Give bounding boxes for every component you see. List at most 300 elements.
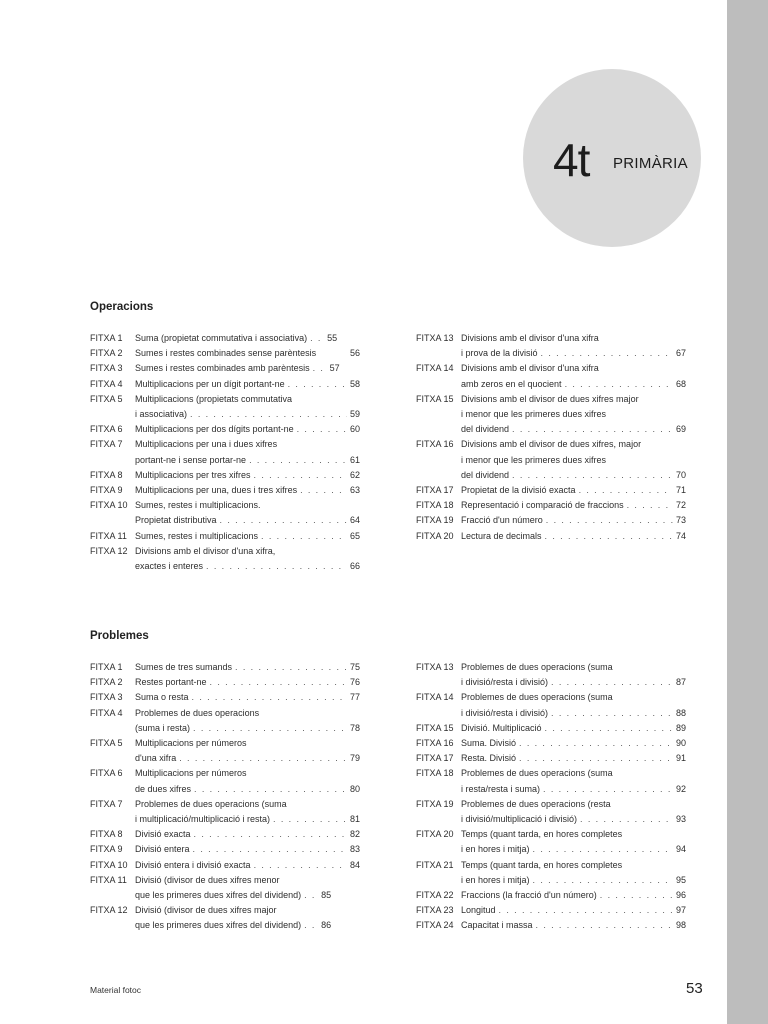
toc-entry-code: FITXA 4 [90, 378, 123, 389]
toc-entry-line [135, 812, 360, 827]
toc-entry-page: 85 [321, 890, 332, 901]
toc-entry-title: i divisió/multiplicació i divisió) [461, 814, 578, 825]
toc-entry-line [461, 918, 686, 933]
toc-entry-title: Divisió entera i divisió exacta [135, 859, 251, 870]
toc-entry-page: 56 [349, 348, 360, 359]
toc-entry-title: i divisió/resta i divisió) [461, 707, 549, 718]
toc-entry-page: 75 [349, 662, 360, 672]
toc-entry-title: amb zeros en el quocient [461, 378, 562, 389]
toc-entry-title: Problemes de dues operacions (suma [135, 798, 287, 809]
toc-entry-code: FITXA 3 [90, 363, 123, 374]
toc-entry-code: FITXA 8 [90, 829, 123, 840]
dot-leader [294, 422, 347, 437]
toc-entry-title: i menor que les primeres dues xifres [461, 454, 607, 465]
toc-entry-page: 70 [675, 469, 686, 480]
dot-leader [301, 918, 318, 933]
toc-entry-line [461, 706, 686, 721]
toc-entry-code: FITXA 13 [416, 333, 454, 343]
toc-entry-line [135, 842, 360, 857]
dot-leader [191, 782, 347, 797]
toc-entry-page: 90 [675, 738, 686, 749]
toc-entry-body [461, 483, 686, 498]
toc-entry-code: FITXA 16 [416, 738, 454, 749]
toc-entry-page: 66 [349, 561, 360, 572]
toc-entry-code: FITXA 18 [416, 768, 454, 779]
toc-entry-title: Problemes de dues operacions (suma [461, 692, 613, 703]
toc-entry [90, 675, 360, 690]
toc-entry-title: Restes portant-ne [135, 677, 207, 688]
toc-entry [416, 690, 686, 720]
dot-leader [533, 918, 673, 933]
toc-entry [416, 888, 686, 903]
toc-entry-page: 87 [675, 677, 686, 688]
dot-leader [217, 513, 347, 528]
toc-entry-line [461, 392, 686, 407]
toc-entry-title: i en hores i mitja) [461, 844, 530, 855]
toc-entry-line [461, 751, 686, 766]
dot-leader [307, 331, 324, 346]
toc-entry-title: Suma (propietat commutativa i associativa) [135, 333, 308, 343]
dot-leader [246, 453, 347, 468]
toc-entry-code: FITXA 13 [416, 662, 454, 672]
toc-entry-title: Sumes i restes combinades amb parèntesis [135, 363, 310, 374]
toc-entry [90, 797, 360, 827]
toc-entry-body [461, 331, 686, 361]
dot-leader [543, 513, 673, 528]
toc-entry-title: Divisió (divisor de dues xifres menor [135, 874, 280, 885]
toc-entry-title: i associativa) [135, 409, 188, 420]
toc-entry-body [135, 422, 360, 437]
toc-entry-page: 91 [675, 753, 686, 764]
toc-entry-line [135, 918, 360, 933]
grade-label: PRIMÀRIA [613, 155, 688, 172]
toc-entry-body [135, 483, 360, 498]
toc-entry [416, 529, 686, 544]
toc-entry [90, 706, 360, 736]
toc-entry [90, 392, 360, 422]
toc-entry-page: 65 [349, 530, 360, 541]
toc-entry-code: FITXA 17 [416, 485, 454, 496]
toc-entry-code: FITXA 5 [90, 738, 123, 749]
toc-entry [90, 842, 360, 857]
toc-entry-body [135, 544, 360, 574]
toc-entry-line [135, 377, 360, 392]
toc-entry-page: 78 [349, 722, 360, 733]
toc-entry-body [461, 437, 686, 483]
toc-entry [90, 468, 360, 483]
toc-entry-code: FITXA 3 [90, 692, 123, 703]
toc-entry-line [461, 736, 686, 751]
toc-column [416, 660, 686, 934]
dot-leader [530, 873, 673, 888]
toc-entry-line [461, 675, 686, 690]
dot-leader [509, 422, 673, 437]
toc-entry [416, 660, 686, 690]
toc-entry-body [135, 346, 360, 361]
toc-entry-code: FITXA 7 [90, 439, 123, 450]
toc-entry-title: de dues xifres [135, 783, 192, 794]
toc-column [90, 331, 360, 574]
toc-entry-line [135, 736, 360, 751]
toc-entry-body [461, 513, 686, 528]
toc-entry-code: FITXA 19 [416, 798, 454, 809]
toc-entry [416, 483, 686, 498]
toc-entry-title: Propietat de la divisió exacta [461, 485, 576, 496]
toc-entry-line [135, 529, 360, 544]
dot-leader [176, 751, 347, 766]
toc-entry [90, 529, 360, 544]
toc-entry-line [461, 797, 686, 812]
toc-entry-body [461, 903, 686, 918]
toc-entry-body [135, 690, 360, 705]
toc-entry-page: 94 [675, 844, 686, 855]
toc-entry [416, 797, 686, 827]
toc-entry-code: FITXA 1 [90, 333, 123, 343]
toc-entry-line [135, 437, 360, 452]
toc-entry-code: FITXA 14 [416, 692, 454, 703]
toc-entry [90, 346, 360, 361]
toc-entry-title: del dividend [461, 424, 510, 435]
toc-entry-title: Sumes de tres sumands [135, 662, 233, 672]
toc-entry-line [461, 782, 686, 797]
toc-entry [90, 873, 360, 903]
toc-entry-page: 82 [349, 829, 360, 840]
toc-entry-code: FITXA 20 [416, 530, 454, 541]
toc-entry-title: Suma. Divisió [461, 738, 517, 749]
toc-entry-title: i en hores i mitja) [461, 874, 530, 885]
toc-entry-line [135, 766, 360, 781]
toc-entry-page: 55 [327, 333, 338, 343]
toc-entry-line [461, 858, 686, 873]
toc-entry-body [461, 858, 686, 888]
toc-entry-code: FITXA 19 [416, 515, 454, 526]
toc-entry-body [461, 888, 686, 903]
dot-leader [207, 675, 347, 690]
toc-entry-line [135, 797, 360, 812]
toc-column [416, 331, 686, 544]
toc-entry-title: Sumes, restes i multiplicacions [135, 530, 259, 541]
toc-entry-line [135, 827, 360, 842]
toc-entry-line [135, 331, 360, 346]
toc-entry-title: Divisions amb el divisor de dues xifres major [461, 393, 639, 404]
toc-entry-title: Divisió exacta [135, 829, 191, 840]
toc-entry-body [135, 468, 360, 483]
toc-entry-page: 95 [675, 874, 686, 885]
dot-leader [203, 559, 347, 574]
toc-entry-line [461, 888, 686, 903]
toc-entry-line [135, 468, 360, 483]
toc-entry-title: Divisió entera [135, 844, 190, 855]
toc-entry [90, 422, 360, 437]
toc-entry-body [135, 361, 360, 376]
toc-entry [90, 361, 360, 376]
dot-leader [516, 751, 673, 766]
dot-leader [251, 468, 347, 483]
toc-entry-body [461, 392, 686, 438]
toc-entry-line [135, 361, 360, 376]
toc-entry-body [461, 361, 686, 391]
dot-leader [624, 498, 673, 513]
toc-entry [416, 721, 686, 736]
toc-entry-page: 97 [675, 905, 686, 916]
toc-entry-line [135, 675, 360, 690]
dot-leader [509, 468, 673, 483]
toc-entry-title: Representació i comparació de fraccions [461, 500, 624, 511]
toc-entry-page: 60 [349, 424, 360, 435]
toc-entry-line [461, 361, 686, 376]
toc-entry-page: 96 [675, 890, 686, 901]
toc-entry-line [135, 873, 360, 888]
toc-entry-page: 72 [675, 500, 686, 511]
dot-leader [191, 827, 347, 842]
toc-entry-title: Multiplicacions per una i dues xifres [135, 439, 278, 450]
toc-entry-code: FITXA 1 [90, 662, 123, 672]
toc-entry-title: Multiplicacions per números [135, 738, 247, 749]
toc-entry-line [461, 422, 686, 437]
toc-entry-page: 76 [349, 677, 360, 688]
toc-entry-body [135, 736, 360, 766]
toc-entry-line [135, 690, 360, 705]
toc-entry-code: FITXA 12 [90, 545, 128, 556]
toc-entry-line [135, 544, 360, 559]
toc-entry-page: 69 [675, 424, 686, 435]
side-bar [727, 0, 768, 1024]
toc-entry-title: i menor que les primeres dues xifres [461, 409, 607, 420]
toc-entry-code: FITXA 12 [90, 905, 128, 916]
toc-entry-title: Resta. Divisió [461, 753, 517, 764]
toc-entry-code: FITXA 11 [90, 874, 127, 885]
toc-entry-line [461, 468, 686, 483]
toc-entry-line [135, 888, 360, 903]
toc-entry [90, 690, 360, 705]
toc-entry [90, 544, 360, 574]
toc-entry-body [135, 873, 360, 903]
toc-entry-line [135, 483, 360, 498]
dot-leader [258, 529, 347, 544]
toc-entry [90, 827, 360, 842]
toc-entry-line [461, 498, 686, 513]
toc-entry-title: Capacitat i massa [461, 920, 533, 931]
toc-entry-line [461, 377, 686, 392]
toc-entry [416, 858, 686, 888]
toc-entry-title: Multiplicacions (propietats commutativa [135, 393, 293, 404]
footer-note: Material fotoc [90, 985, 142, 995]
toc-entry-line [461, 812, 686, 827]
toc-entry-title: que les primeres dues xifres del dividend) [135, 920, 302, 931]
toc-entry-page: 86 [321, 920, 332, 931]
toc-entry-page: 63 [349, 485, 360, 496]
toc-entry-title: Fracció d'un número [461, 515, 543, 526]
toc-entry-code: FITXA 10 [90, 859, 128, 870]
toc-entry [416, 827, 686, 857]
toc-entry-title: Multiplicacions per un dígit portant-ne [135, 378, 285, 389]
toc-entry-title: exactes i enteres [135, 561, 204, 572]
toc-entry-line [461, 513, 686, 528]
toc-entry-code: FITXA 6 [90, 768, 123, 779]
toc-entry-page: 68 [675, 378, 686, 389]
toc-entry-title: Problemes de dues operacions (suma [461, 768, 613, 779]
toc-entry-title: i divisió/resta i divisió) [461, 677, 549, 688]
dot-leader [542, 529, 673, 544]
toc-entry-body [135, 660, 360, 675]
toc-entry-title: Divisions amb el divisor de dues xifres, major [461, 439, 642, 450]
toc-entry-line [135, 858, 360, 873]
toc-entry-page: 67 [675, 348, 686, 359]
toc-column [90, 660, 360, 934]
page-number: 53 [686, 980, 703, 997]
toc-entry-code: FITXA 24 [416, 920, 454, 931]
toc-entry-body [461, 797, 686, 827]
toc-entry-title: Multiplicacions per números [135, 768, 247, 779]
toc-entry-body [135, 842, 360, 857]
dot-leader [562, 377, 673, 392]
dot-leader [548, 706, 673, 721]
toc-entry-code: FITXA 21 [416, 859, 454, 870]
toc-entry-page: 81 [349, 814, 360, 825]
toc-entry [90, 331, 360, 346]
toc-entry-page: 71 [675, 485, 686, 496]
toc-entry-code: FITXA 6 [90, 424, 123, 435]
toc-entry-title: i resta/resta i suma) [461, 783, 541, 794]
toc-entry-line [135, 407, 360, 422]
toc-entry-code: FITXA 11 [90, 530, 127, 541]
toc-entry-title: Problemes de dues operacions (suma [461, 662, 613, 672]
toc-entry-body [461, 721, 686, 736]
toc-entry-body [135, 903, 360, 933]
toc-entry-body [135, 827, 360, 842]
toc-entry-body [135, 377, 360, 392]
toc-entry-page: 59 [349, 409, 360, 420]
toc-entry-line [135, 782, 360, 797]
toc-entry-line [461, 529, 686, 544]
toc-entry-line [461, 483, 686, 498]
toc-entry-body [135, 858, 360, 873]
toc-entry-body [461, 660, 686, 690]
toc-entry-code: FITXA 4 [90, 707, 123, 718]
toc-entry-line [461, 690, 686, 705]
toc-entry-code: FITXA 18 [416, 500, 454, 511]
toc-entry-title: Longitud [461, 905, 496, 916]
toc-entry-code: FITXA 14 [416, 363, 454, 374]
dot-leader [251, 858, 347, 873]
toc-entry-title: Fraccions (la fracció d'un número) [461, 890, 597, 901]
toc-entry-body [461, 498, 686, 513]
toc-entry [90, 660, 360, 675]
toc-entry-line [461, 842, 686, 857]
toc-entry-line [135, 392, 360, 407]
toc-entry-code: FITXA 7 [90, 798, 123, 809]
toc-entry-page: 93 [675, 814, 686, 825]
toc-entry-line [461, 873, 686, 888]
toc-entry-title: Divisions amb el divisor d'una xifra [461, 333, 599, 343]
toc-entry-line [135, 453, 360, 468]
toc-entry-title: portant-ne i sense portar-ne [135, 454, 247, 465]
toc-entry-title: Suma o resta [135, 692, 189, 703]
toc-entry [416, 437, 686, 483]
toc-entry-line [461, 721, 686, 736]
toc-entry-title: Sumes, restes i multiplicacions. [135, 500, 261, 511]
toc-entry-body [461, 736, 686, 751]
toc-entry-line [135, 903, 360, 918]
toc-entry-line [461, 331, 686, 346]
toc-entry-code: FITXA 15 [416, 722, 454, 733]
toc-entry-body [461, 918, 686, 933]
section-title-operacions: Operacions [90, 301, 154, 313]
toc-entry-body [135, 797, 360, 827]
toc-entry-page: 80 [349, 783, 360, 794]
toc-entry-code: FITXA 15 [416, 393, 454, 404]
toc-entry-line [135, 660, 360, 675]
toc-entry-line [461, 437, 686, 452]
toc-entry-line [135, 751, 360, 766]
toc-entry-line [461, 453, 686, 468]
dot-leader [270, 812, 347, 827]
toc-entry [416, 331, 686, 361]
toc-entry [90, 377, 360, 392]
toc-entry-body [135, 392, 360, 422]
toc-entry [416, 766, 686, 796]
grade-number: 4t [553, 134, 590, 186]
toc-entry-body [135, 498, 360, 528]
toc-entry-code: FITXA 17 [416, 753, 454, 764]
toc-entry-title: Divisions amb el divisor d'una xifra [461, 363, 599, 374]
dot-leader [301, 888, 318, 903]
toc-entry-page: 92 [675, 783, 686, 794]
toc-entry [416, 513, 686, 528]
toc-entry-body [135, 766, 360, 796]
toc-entry [416, 736, 686, 751]
toc-entry-title: d'una xifra [135, 753, 177, 764]
toc-entry-page: 98 [675, 920, 686, 931]
dot-leader [576, 483, 673, 498]
toc-entry-code: FITXA 2 [90, 348, 123, 359]
dot-leader [530, 842, 673, 857]
dot-leader [297, 483, 347, 498]
dot-leader [316, 346, 347, 361]
toc-entry-line [461, 827, 686, 842]
toc-entry-line [135, 706, 360, 721]
toc-entry-code: FITXA 2 [90, 677, 123, 688]
toc-entry-body [135, 675, 360, 690]
toc-entry-page: 57 [329, 363, 340, 374]
toc-entry-body [135, 529, 360, 544]
dot-leader [310, 361, 327, 376]
toc-entry-page: 64 [349, 515, 360, 526]
toc-entry [416, 918, 686, 933]
toc-entry [416, 361, 686, 391]
toc-entry-title: (suma i resta) [135, 722, 191, 733]
toc-entry [90, 437, 360, 467]
toc-entry-page: 83 [349, 844, 360, 855]
toc-entry-body [135, 706, 360, 736]
toc-entry-title: Divisió (divisor de dues xifres major [135, 905, 277, 916]
toc-entry-page: 58 [349, 378, 360, 389]
toc-entry-title: Multiplicacions per tres xifres [135, 469, 251, 480]
toc-entry-title: i prova de la divisió [461, 348, 538, 359]
toc-entry-page: 74 [675, 530, 686, 541]
toc-entry-title: Multiplicacions per una, dues i tres xifres [135, 485, 298, 496]
toc-entry-line [135, 559, 360, 574]
toc-entry [90, 483, 360, 498]
toc-entry-code: FITXA 8 [90, 469, 123, 480]
toc-entry-title: Problemes de dues operacions (resta [461, 798, 611, 809]
toc-entry-code: FITXA 20 [416, 829, 454, 840]
toc-entry [416, 392, 686, 438]
toc-entry-page: 79 [349, 753, 360, 764]
toc-entry-title: Propietat distributiva [135, 515, 217, 526]
toc-entry-line [461, 660, 686, 675]
toc-entry-body [461, 827, 686, 857]
